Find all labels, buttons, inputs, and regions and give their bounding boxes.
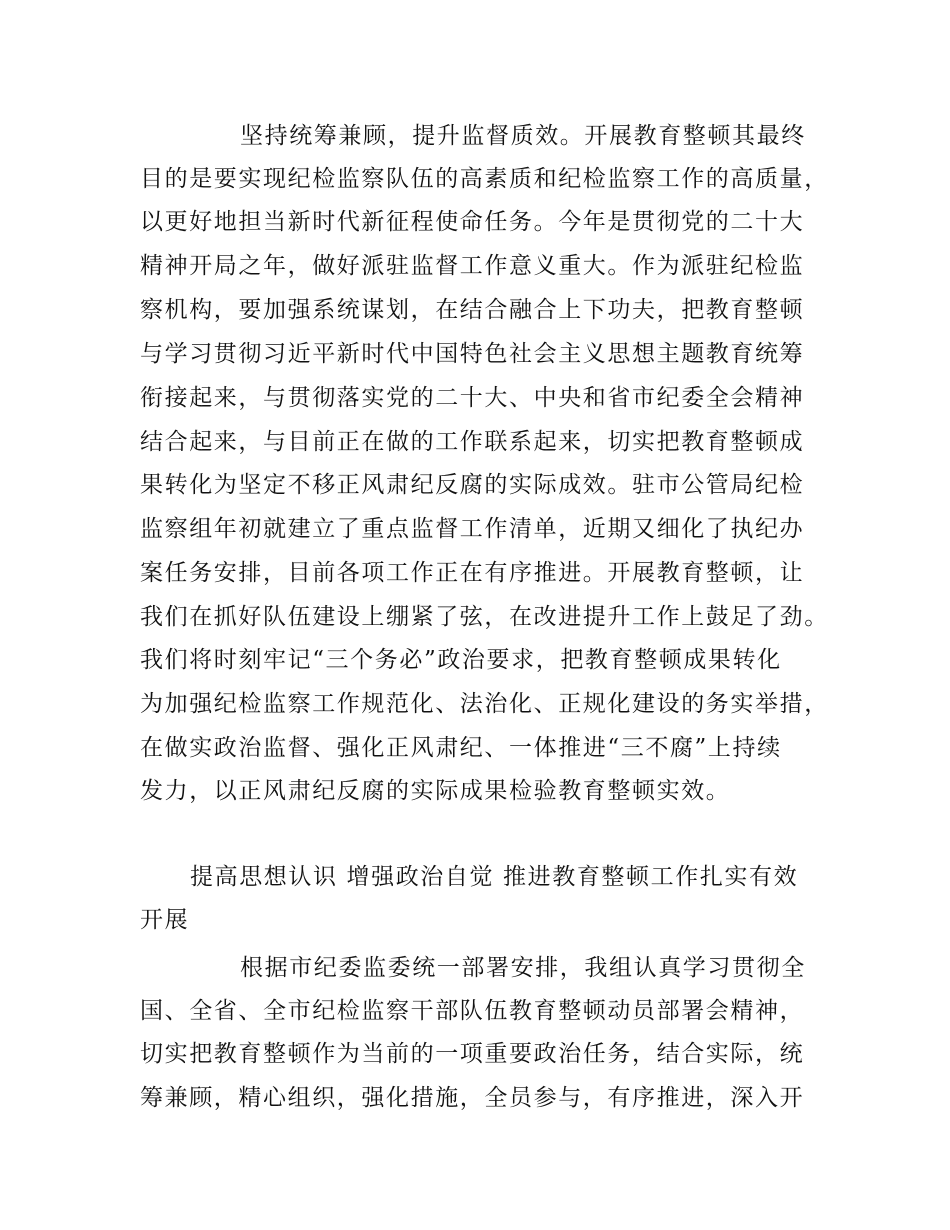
paragraph-1-line-5: 察机构，要加强系统谋划，在结合融合上下功夫，把教育整顿: [140, 297, 805, 323]
paragraph-1-line-14: 为加强纪检监察工作规范化、法治化、正规化建设的务实举措，: [140, 691, 829, 717]
paragraph-1-line-15: 在做实政治监督、强化正风肃纪、一体推进“三不腐”上持续: [140, 735, 782, 761]
paragraph-1-line-8: 结合起来，与目前正在做的工作联系起来，切实把教育整顿成: [140, 429, 805, 455]
paragraph-1-line-7: 衔接起来，与贯彻落实党的二十大、中央和省市纪委全会精神: [140, 385, 805, 411]
paragraph-2-line-4: 筹兼顾，精心组织，强化措施，全员参与，有序推进，深入开: [140, 1085, 805, 1111]
paragraph-2-line-1: 根据市纪委监委统一部署安排，我组认真学习贯彻全: [240, 955, 806, 981]
paragraph-1-line-13: 我们将时刻牢记“三个务必”政治要求，把教育整顿成果转化: [140, 647, 782, 673]
section-heading-line-1: 提高思想认识 增强政治自觉 推进教育整顿工作扎实有效: [190, 864, 799, 890]
paragraph-2-line-2: 国、全省、全市纪检监察干部队伍教育整顿动员部署会精神，: [140, 998, 805, 1024]
paragraph-1-line-11: 案任务安排，目前各项工作正在有序推进。开展教育整顿，让: [140, 560, 805, 586]
paragraph-1-line-9: 果转化为坚定不移正风肃纪反腐的实际成效。驻市公管局纪检: [140, 472, 805, 498]
paragraph-1-line-6: 与学习贯彻习近平新时代中国特色社会主义思想主题教育统筹: [140, 341, 805, 367]
paragraph-1-line-1: 坚持统筹兼顾，提升监督质效。开展教育整顿其最终: [240, 123, 806, 149]
paragraph-1-line-16: 发力，以正风肃纪反腐的实际成果检验教育整顿实效。: [140, 778, 731, 804]
paragraph-1-line-2: 目的是要实现纪检监察队伍的高素质和纪检监察工作的高质量，: [140, 166, 829, 192]
paragraph-2-line-3: 切实把教育整顿作为当前的一项重要政治任务，结合实际，统: [140, 1041, 805, 1067]
paragraph-1-line-10: 监察组年初就建立了重点监督工作清单，近期又细化了执纪办: [140, 516, 805, 542]
paragraph-1-line-4: 精神开局之年，做好派驻监督工作意义重大。作为派驻纪检监: [140, 253, 805, 279]
paragraph-1-line-3: 以更好地担当新时代新征程使命任务。今年是贯彻党的二十大: [140, 209, 805, 235]
section-heading-line-2: 开展: [140, 907, 190, 933]
paragraph-1-line-12: 我们在抓好队伍建设上绷紧了弦，在改进提升工作上鼓足了劲。: [140, 604, 829, 630]
